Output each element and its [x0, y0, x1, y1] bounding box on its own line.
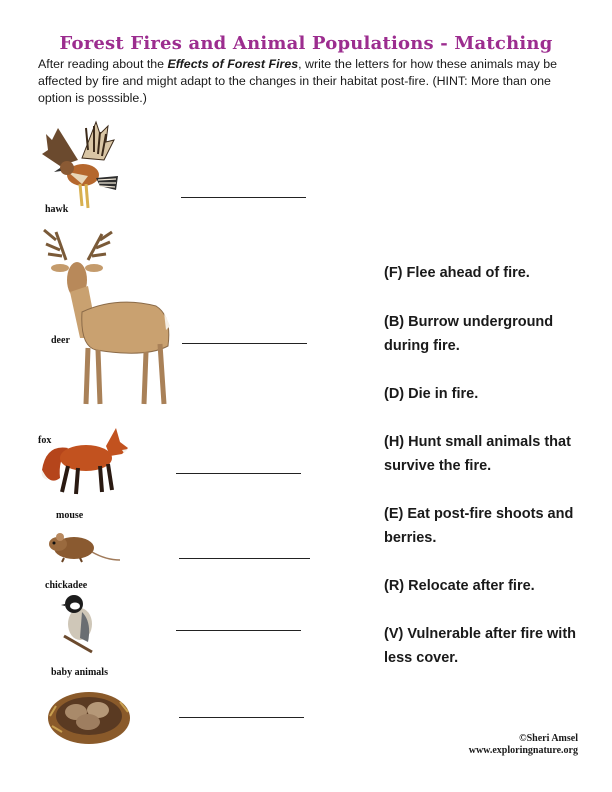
answer-blank-mouse[interactable]	[179, 558, 310, 559]
copyright-credit	[469, 733, 578, 757]
instructions-text-start: After reading about the	[38, 57, 168, 71]
animal-label-fox: fox	[38, 435, 52, 446]
deer-illustration	[36, 228, 176, 408]
option-flee: (F) Flee ahead of fire.	[384, 265, 530, 281]
option-hunt: (H) Hunt small animals that survive the fire.	[384, 434, 571, 474]
instructions-emphasis: Effects of Forest Fires	[167, 57, 299, 71]
animal-label-chickadee: chickadee	[45, 580, 88, 591]
page-title: Forest Fires and Animal Populations - Matching	[59, 33, 553, 54]
answer-blank-fox[interactable]	[176, 473, 301, 474]
animal-label-baby-animals: baby animals	[51, 667, 108, 678]
answer-blank-chickadee[interactable]	[176, 630, 301, 631]
answer-blank-baby-animals[interactable]	[179, 717, 304, 718]
animal-label-hawk: hawk	[45, 204, 69, 215]
option-vulnerable: (V) Vulnerable after fire with less cover.	[384, 626, 577, 666]
option-die: (D) Die in fire.	[384, 386, 479, 402]
answer-blank-hawk[interactable]	[181, 197, 306, 198]
instructions	[38, 56, 578, 107]
animal-label-mouse: mouse	[56, 510, 84, 521]
instructions-text-end: , write the letters for how these animals may be affected by fire and might adapt to the changes in their habitat post-fire. (HINT: More than one option is posssible.)	[38, 57, 558, 105]
mouse-illustration	[46, 526, 122, 566]
option-burrow: (B) Burrow underground during fire.	[384, 314, 554, 354]
chickadee-illustration	[58, 592, 98, 656]
option-relocate: (R) Relocate after fire.	[384, 578, 535, 594]
credit-website[interactable]: www.exploringnature.org	[468, 745, 578, 756]
animal-label-deer: deer	[51, 335, 70, 346]
baby-animals-illustration	[46, 682, 132, 748]
option-eat-shoots: (E) Eat post-fire shoots and berries.	[384, 506, 574, 546]
answer-blank-deer[interactable]	[182, 343, 307, 344]
credit-author: ©Sheri Amsel	[519, 733, 578, 744]
fox-illustration	[38, 420, 130, 496]
